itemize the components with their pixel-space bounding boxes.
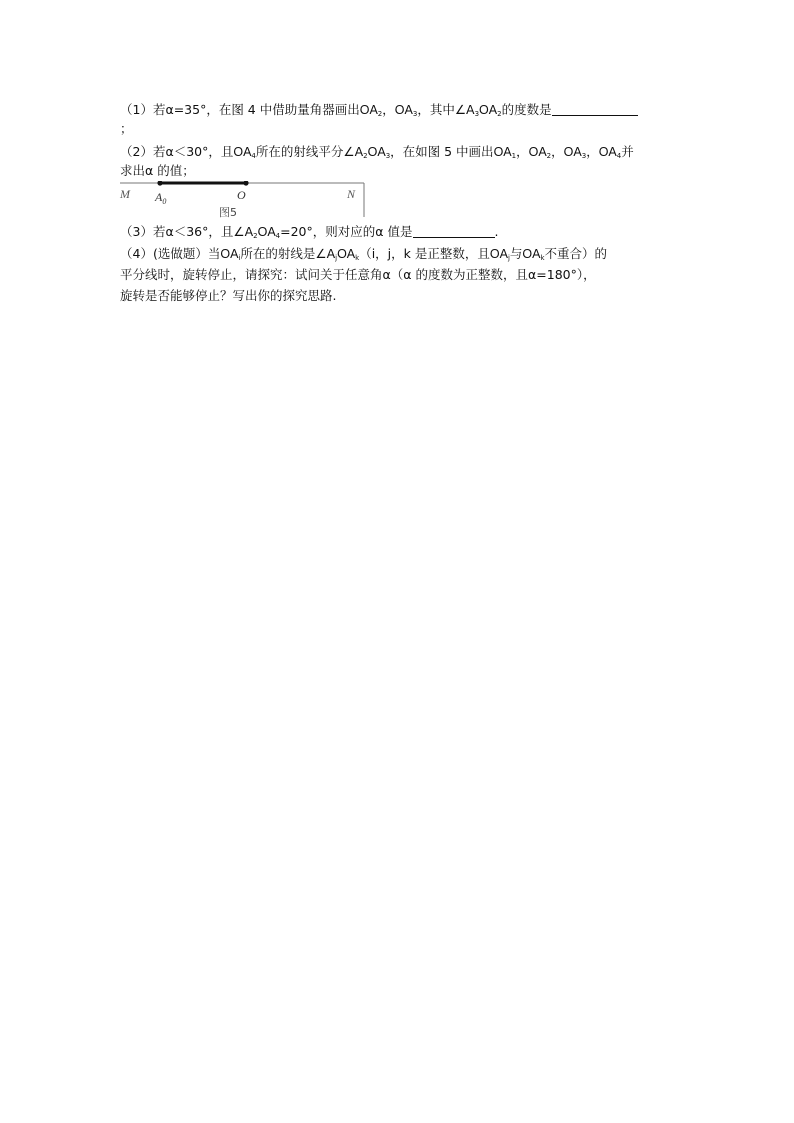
subscript: 4 bbox=[275, 232, 281, 240]
question-4-line-3 bbox=[120, 286, 680, 305]
question-2-line-2 bbox=[120, 161, 680, 180]
q4-text: 不重合）的 bbox=[544, 246, 608, 261]
question-3-line bbox=[120, 222, 680, 246]
subscript: 2 bbox=[377, 110, 383, 118]
ray-oa2: OA bbox=[528, 145, 547, 159]
subscript: k bbox=[355, 254, 360, 262]
q2-text: 求出 bbox=[120, 163, 146, 178]
answer-blank bbox=[413, 224, 495, 238]
subscript: i bbox=[238, 254, 241, 262]
q4-text: =180°）， bbox=[536, 267, 596, 282]
alpha-symbol: α bbox=[528, 267, 537, 282]
label-o: O bbox=[237, 188, 246, 202]
point-o bbox=[243, 181, 248, 186]
alpha-symbol: α bbox=[145, 163, 154, 178]
subscript: 2 bbox=[497, 110, 502, 118]
figure-5 bbox=[118, 181, 366, 219]
separator: ， bbox=[516, 144, 529, 159]
ray-oa3: OA bbox=[367, 145, 386, 159]
q3-text: 值是 bbox=[387, 224, 413, 239]
q3-text: =20°，则对应的 bbox=[280, 224, 376, 239]
q3-text: ＜36°，且∠A bbox=[173, 224, 254, 239]
subscript: 2 bbox=[546, 152, 552, 160]
subscript: 4 bbox=[251, 152, 256, 160]
ray-oa3: OA bbox=[563, 145, 582, 159]
subscript: 3 bbox=[581, 152, 587, 160]
point-a: A bbox=[488, 103, 498, 117]
ray-oa2: OA bbox=[359, 103, 378, 117]
q1-text: ，其中∠A bbox=[417, 102, 475, 117]
alpha-symbol: α bbox=[165, 144, 174, 159]
q1-text: 的度数是 bbox=[501, 102, 552, 117]
label-a0: $A_0$ bbox=[155, 190, 167, 206]
q4-text: （i，j，k 是正整数，且 bbox=[359, 246, 490, 261]
subscript: j bbox=[335, 254, 338, 262]
q2-text: 所在的射线平分∠A bbox=[255, 144, 364, 159]
separator: ， bbox=[586, 144, 599, 159]
q4-text: 旋转是否能够停止？写出你的探究思路. bbox=[120, 288, 337, 303]
q4-text: 的度数为正整数，且 bbox=[415, 267, 529, 282]
subscript: j bbox=[507, 254, 510, 262]
ray-oaj: OA bbox=[489, 247, 508, 261]
figure-caption: 图5 bbox=[219, 206, 237, 219]
subscript: 1 bbox=[511, 152, 517, 160]
q3-end: . bbox=[494, 224, 499, 239]
alpha-symbol: α bbox=[375, 224, 384, 239]
q4-text: 所在的射线是∠A bbox=[240, 246, 336, 261]
subscript: 3 bbox=[474, 110, 480, 118]
q2-text: 并 bbox=[621, 144, 634, 159]
ray-oai: OA bbox=[220, 247, 239, 261]
ray-label: OA bbox=[257, 225, 276, 239]
subscript: 3 bbox=[385, 152, 391, 160]
label-n: N bbox=[347, 187, 356, 201]
q1-number: （1）若 bbox=[120, 102, 166, 117]
ray-oak: OA bbox=[522, 247, 541, 261]
subscript: 2 bbox=[253, 232, 258, 240]
q2-number: （2）若 bbox=[120, 144, 166, 159]
question-1-line-2 bbox=[120, 119, 680, 138]
ray-oa4: OA bbox=[233, 145, 252, 159]
point-o: O bbox=[479, 103, 489, 117]
alpha-symbol: α bbox=[165, 224, 174, 239]
alpha-symbol: α bbox=[403, 267, 412, 282]
ray-oa4: OA bbox=[598, 145, 617, 159]
ray-oa1: OA bbox=[493, 145, 512, 159]
alpha-symbol: α bbox=[382, 267, 391, 282]
q2-text: 的值； bbox=[157, 163, 195, 178]
q4-text: 平分线时，旋转停止，请探究：试问关于任意角 bbox=[120, 267, 383, 282]
ray-oa3: OA bbox=[394, 103, 413, 117]
separator: ， bbox=[551, 144, 564, 159]
label-m: M bbox=[120, 187, 130, 201]
ray-label: OA bbox=[337, 247, 356, 261]
subscript: 2 bbox=[363, 152, 368, 160]
q4-text: （ bbox=[390, 267, 404, 282]
subscript: 3 bbox=[412, 110, 418, 118]
q4-text: 与 bbox=[509, 246, 523, 261]
q2-text: ＜30°，且 bbox=[173, 144, 234, 159]
q1-end: ； bbox=[120, 121, 133, 136]
subscript: k bbox=[540, 254, 545, 262]
q4-number: （4）(选做题）当 bbox=[120, 246, 221, 261]
q2-text: ，在如图 5 中画出 bbox=[390, 144, 494, 159]
subscript: 4 bbox=[616, 152, 622, 160]
q1-text: =35°，在图 4 中借助量角器画出 bbox=[173, 102, 360, 117]
q3-number: （3）若 bbox=[120, 224, 166, 239]
point-a0 bbox=[157, 181, 162, 186]
separator: ， bbox=[382, 102, 395, 117]
answer-blank bbox=[552, 102, 638, 116]
figure-5-diagram bbox=[118, 181, 366, 219]
alpha-symbol: α bbox=[165, 102, 174, 117]
question-4-line-2 bbox=[120, 265, 680, 284]
